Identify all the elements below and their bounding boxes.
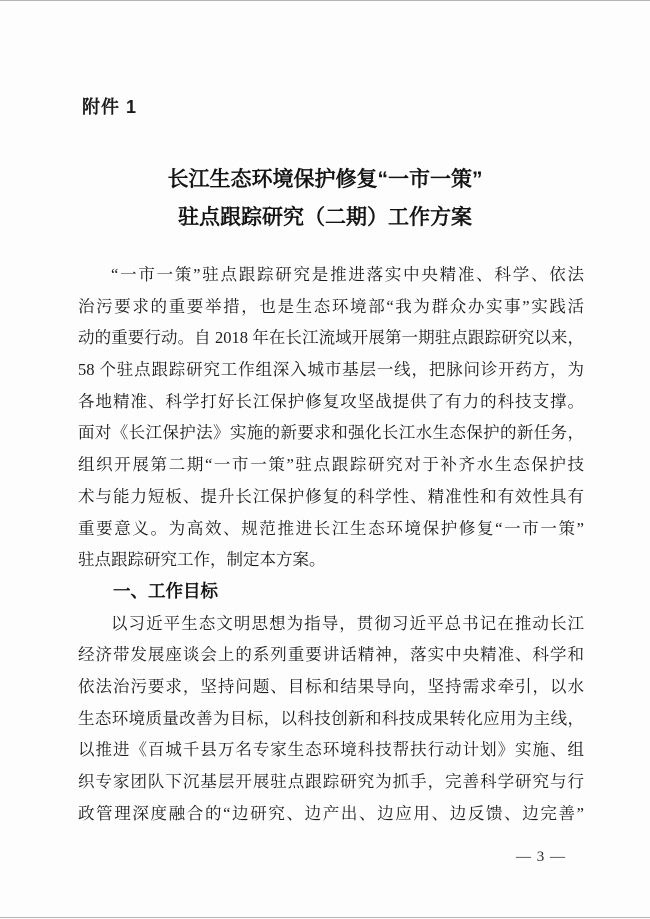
section1-heading: 一、工作目标 (113, 580, 218, 601)
page-number: — 3 — (516, 849, 566, 865)
paragraph2-line: 经济带发展座谈会上的系列重要讲话精神，落实中央精准、科学和 (78, 645, 584, 665)
attachment-label: 附件 1 (82, 97, 138, 117)
scan-edge-top (0, 0, 650, 1)
paragraph2-line: 以习近平生态文明思想为指导，贯彻习近平总书记在推动长江 (111, 613, 584, 633)
paragraph1-line: 驻点跟踪研究工作，制定本方案。 (78, 550, 326, 570)
paragraph2-line: 依法治污要求，坚持问题、目标和结果导向，坚持需求牵引，以水 (78, 676, 584, 696)
paragraph1-line: 重要意义。为高效、规范推进长江生态环境保护修复“一市一策” (78, 518, 584, 538)
document-body (78, 259, 584, 829)
paragraph1-line: 各地精准、科学打好长江保护修复攻坚战提供了有力的科技支撑。 (78, 391, 584, 411)
paragraph2-line: 政管理深度融合的“边研究、边产出、边应用、边反馈、边完善” (78, 803, 584, 823)
paragraph1-line: 动的重要行动。自 2018 年在长江流域开展第一期驻点跟踪研究以来， (78, 328, 584, 348)
document-title (0, 161, 650, 237)
scan-edge-bottom (0, 917, 650, 918)
paragraph1-line: “一市一策”驻点跟踪研究是推进落实中央精准、科学、依法 (111, 265, 584, 284)
paragraph1-line: 组织开展第二期“一市一策”驻点跟踪研究对于补齐水生态保护技 (78, 455, 584, 475)
paragraph1-line: 术与能力短板、提升长江保护修复的科学性、精准性和有效性具有 (78, 486, 584, 506)
paragraph1-line: 面对《长江保护法》实施的新要求和强化长江水生态保护的新任务， (78, 423, 584, 443)
paragraph1-line: 治污要求的重要举措，也是生态环境部“我为群众办实事”实践活 (78, 296, 584, 316)
paragraph2-line: 织专家团队下沉基层开展驻点跟踪研究为抓手，完善科学研究与行 (78, 772, 584, 791)
paragraph2-line: 生态环境质量改善为目标，以科技创新和科技成果转化应用为主线， (78, 708, 584, 728)
document-title-line2: 驻点跟踪研究（二期）工作方案 (178, 206, 472, 229)
paragraph2-line: 以推进《百城千县万名专家生态环境科技帮扶行动计划》实施、组 (78, 740, 584, 760)
document-title-line1: 长江生态环境保护修复“一市一策” (167, 168, 483, 191)
paragraph1-line: 58 个驻点跟踪研究工作组深入城市基层一线，把脉问诊开药方，为 (78, 360, 584, 380)
